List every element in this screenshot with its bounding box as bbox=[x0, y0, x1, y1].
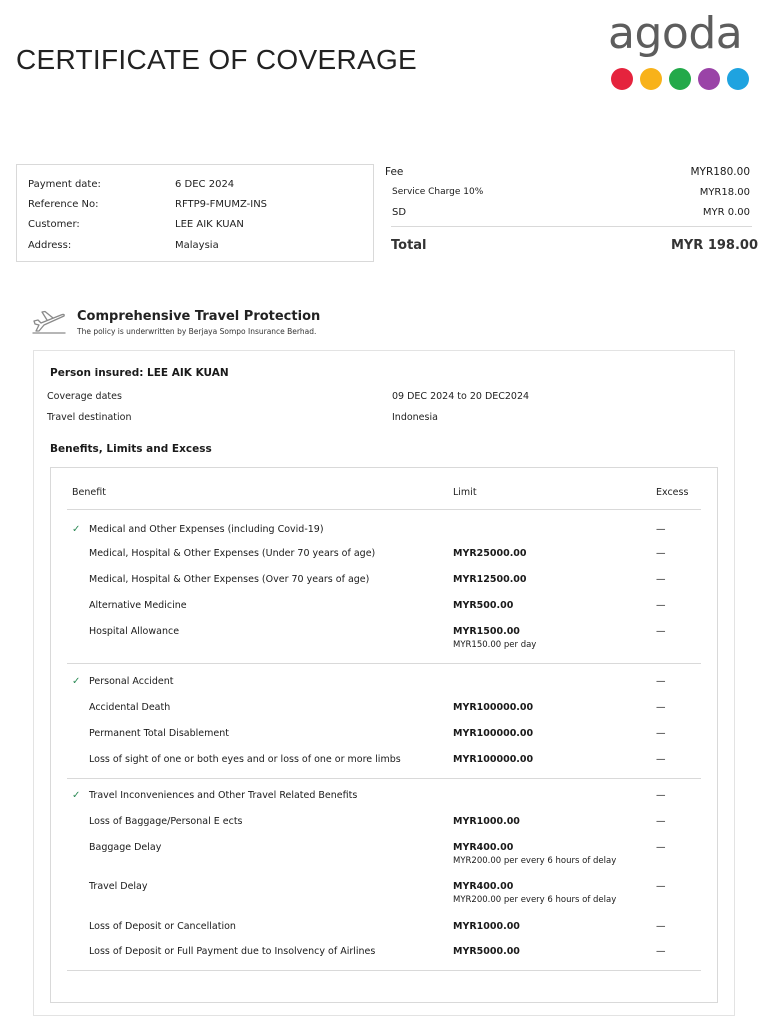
limit-value: MYR1000.00 bbox=[453, 921, 520, 932]
airplane-icon bbox=[31, 306, 67, 334]
destination-value: Indonesia bbox=[392, 412, 438, 423]
benefit-name: Loss of Deposit or Cancellation bbox=[89, 921, 236, 932]
coverage-dates-value: 09 DEC 2024 to 20 DEC2024 bbox=[392, 391, 530, 402]
logo-dot-blue bbox=[727, 68, 749, 90]
benefit-name: Medical, Hospital & Other Expenses (Under 70 years of age) bbox=[89, 548, 376, 559]
excess-value: — bbox=[656, 754, 666, 765]
excess-value: — bbox=[656, 676, 666, 687]
benefit-name: Permanent Total Disablement bbox=[89, 728, 229, 739]
check-icon: ✓ bbox=[72, 790, 81, 801]
coverage-dates-label: Coverage dates bbox=[47, 391, 122, 402]
section-divider bbox=[67, 778, 701, 779]
excess-value: — bbox=[656, 921, 666, 932]
section-divider bbox=[67, 970, 701, 971]
benefit-name: Accidental Death bbox=[89, 702, 171, 713]
limit-value: MYR25000.00 bbox=[453, 548, 527, 559]
logo-wordmark: agoda bbox=[608, 8, 743, 59]
total-value: MYR 198.00 bbox=[670, 238, 758, 253]
fee-value: MYR180.00 bbox=[690, 166, 750, 178]
benefit-name: Travel Inconveniences and Other Travel Related Benefits bbox=[89, 790, 358, 801]
limit-value: MYR100000.00 bbox=[453, 702, 534, 713]
payment-date-label: Payment date: bbox=[28, 179, 101, 190]
payment-date-value: 6 DEC 2024 bbox=[175, 179, 235, 190]
benefits-heading: Benefits, Limits and Excess bbox=[50, 443, 212, 455]
customer-label: Customer: bbox=[28, 219, 80, 230]
limit-value: MYR100000.00 bbox=[453, 754, 534, 765]
header-benefit: Benefit bbox=[72, 487, 106, 498]
total-label: Total bbox=[391, 238, 427, 253]
benefit-name: Personal Accident bbox=[89, 676, 174, 687]
logo-dot-red bbox=[611, 68, 633, 90]
agoda-logo bbox=[606, 8, 756, 92]
limit-value: MYR400.00 bbox=[453, 842, 514, 853]
excess-value: — bbox=[656, 842, 666, 853]
logo-dot-purple bbox=[698, 68, 720, 90]
reference-value: RFTP9-FMUMZ-INS bbox=[175, 199, 268, 210]
service-charge-value: MYR18.00 bbox=[699, 187, 750, 198]
section-divider bbox=[67, 663, 701, 664]
benefit-name: Hospital Allowance bbox=[89, 626, 180, 637]
sd-label: SD bbox=[392, 207, 407, 218]
benefit-name: Alternative Medicine bbox=[89, 600, 187, 611]
excess-value: — bbox=[656, 548, 666, 559]
destination-label: Travel destination bbox=[47, 412, 132, 423]
excess-value: — bbox=[656, 524, 666, 535]
limit-value: MYR1500.00 bbox=[453, 626, 520, 637]
benefit-name: Medical, Hospital & Other Expenses (Over 70 years of age) bbox=[89, 574, 370, 585]
logo-dots bbox=[611, 68, 749, 90]
limit-value: MYR400.00 bbox=[453, 881, 514, 892]
limit-value: MYR500.00 bbox=[453, 600, 514, 611]
limit-note: MYR200.00 per every 6 hours of delay bbox=[453, 895, 617, 905]
excess-value: — bbox=[656, 946, 666, 957]
limit-value: MYR12500.00 bbox=[453, 574, 527, 585]
product-name: Comprehensive Travel Protection bbox=[77, 309, 321, 324]
excess-value: — bbox=[656, 702, 666, 713]
address-value: Malaysia bbox=[175, 240, 219, 251]
benefit-name: Loss of sight of one or both eyes and or loss of one or more limbs bbox=[89, 754, 401, 765]
service-charge-label: Service Charge 10% bbox=[392, 187, 484, 197]
header-divider bbox=[67, 509, 701, 510]
excess-value: — bbox=[656, 881, 666, 892]
check-icon: ✓ bbox=[72, 524, 81, 535]
benefit-name: Baggage Delay bbox=[89, 842, 162, 853]
sd-value: MYR 0.00 bbox=[702, 207, 750, 218]
limit-value: MYR1000.00 bbox=[453, 816, 520, 827]
excess-value: — bbox=[656, 816, 666, 827]
excess-value: — bbox=[656, 728, 666, 739]
address-label: Address: bbox=[28, 240, 72, 251]
customer-value: LEE AIK KUAN bbox=[175, 219, 244, 230]
benefit-name: Loss of Baggage/Personal E ects bbox=[89, 816, 243, 827]
underwriter-note: The policy is underwritten by Berjaya Sompo Insurance Berhad. bbox=[77, 327, 317, 336]
benefit-name: Medical and Other Expenses (including Covid-19) bbox=[89, 524, 324, 535]
benefit-name: Travel Delay bbox=[89, 881, 148, 892]
limit-note: MYR200.00 per every 6 hours of delay bbox=[453, 856, 617, 866]
payment-info-box bbox=[16, 164, 374, 262]
person-insured: Person insured: LEE AIK KUAN bbox=[50, 367, 229, 379]
excess-value: — bbox=[656, 574, 666, 585]
excess-value: — bbox=[656, 626, 666, 637]
limit-value: MYR5000.00 bbox=[453, 946, 520, 957]
fee-divider bbox=[391, 226, 752, 227]
excess-value: — bbox=[656, 600, 666, 611]
header-limit: Limit bbox=[453, 487, 477, 498]
reference-label: Reference No: bbox=[28, 199, 99, 210]
limit-value: MYR100000.00 bbox=[453, 728, 534, 739]
logo-dot-yellow bbox=[640, 68, 662, 90]
logo-dot-green bbox=[669, 68, 691, 90]
check-icon: ✓ bbox=[72, 676, 81, 687]
limit-note: MYR150.00 per day bbox=[453, 640, 537, 650]
excess-value: — bbox=[656, 790, 666, 801]
header-excess: Excess bbox=[656, 487, 689, 498]
fee-label: Fee bbox=[385, 166, 404, 178]
certificate-title: CERTIFICATE OF COVERAGE bbox=[16, 44, 418, 75]
benefit-name: Loss of Deposit or Full Payment due to Insolvency of Airlines bbox=[89, 946, 376, 957]
